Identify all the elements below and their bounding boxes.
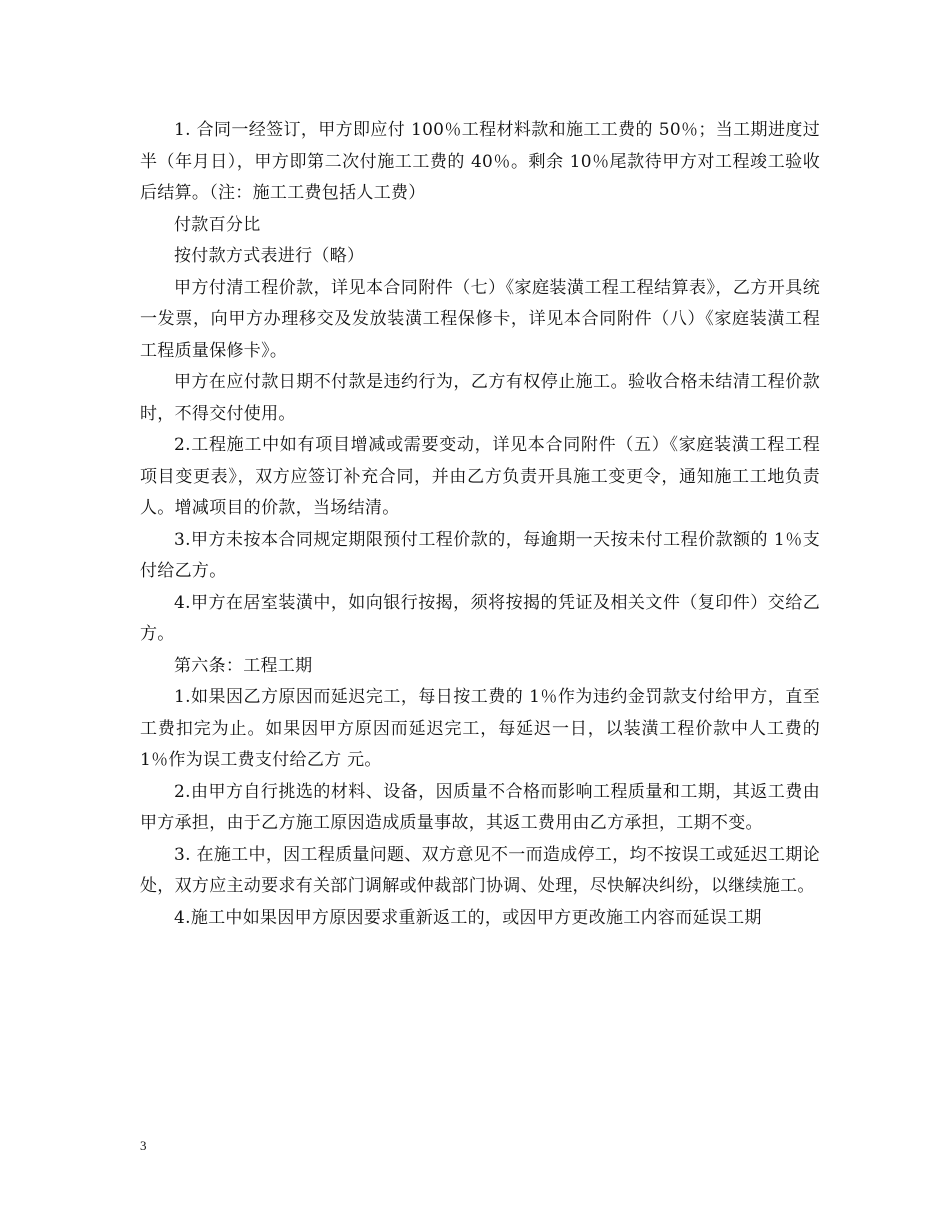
- paragraph-delay-penalty: 1.如果因乙方原因而延迟完工，每日按工费的 1％作为违约金罚款支付给甲方，直至工费扣完为止。如果因甲方原因而延迟完工，每延迟一日，以装潢工程价款中人工费的 1％作为误工费支付给乙方 元。: [140, 687, 820, 770]
- paragraph-payment-schedule: 1. 合同一经签订，甲方即应付 100％工程材料款和施工工费的 50％；当工期进度过半（年月日），甲方即第二次付施工工费的 40％。剩余 10％尾款待甲方对工程竣工验收后结算。（注：施工工费包括人工费）: [140, 120, 820, 203]
- page-number: 3: [140, 1138, 147, 1153]
- paragraph-default-payment: 甲方在应付款日期不付款是违约行为，乙方有权停止施工。验收合格未结清工程价款时，不得交付使用。: [140, 372, 820, 424]
- paragraph-payment-percentage: 付款百分比: [174, 214, 261, 235]
- paragraph-rework: 4.施工中如果因甲方原因要求重新返工的，或因甲方更改施工内容而延误工期: [174, 907, 762, 928]
- paragraph-project-changes: 2.工程施工中如有项目增减或需要变动，详见本合同附件（五）《家庭装潢工程工程项目变更表》，双方应签订补充合同，并由乙方负责开具施工变更令，通知施工工地负责人。增减项目的价款，当场结清。: [140, 435, 820, 518]
- paragraph-payment-method: 按付款方式表进行（略）: [174, 246, 365, 266]
- article-six-heading: 第六条：工程工期: [174, 655, 313, 676]
- paragraph-mortgage: 4.甲方在居室装潢中，如向银行按揭，须将按揭的凭证及相关文件（复印件）交给乙方。: [140, 592, 820, 644]
- paragraph-work-stoppage: 3. 在施工中，因工程质量问题、双方意见不一而造成停工，均不按误工或延迟工期论处，双方应主动要求有关部门调解或仲裁部门协调、处理，尽快解决纠纷，以继续施工。: [140, 844, 820, 896]
- paragraph-late-payment: 3.甲方未按本合同规定期限预付工程价款的，每逾期一天按未付工程价款额的 1％支付给乙方。: [140, 529, 820, 581]
- paragraph-material-quality: 2.由甲方自行挑选的材料、设备，因质量不合格而影响工程质量和工期，其返工费由甲方承担，由于乙方施工原因造成质量事故，其返工费用由乙方承担，工期不变。: [140, 781, 820, 833]
- paragraph-settlement: 甲方付清工程价款，详见本合同附件（七）《家庭装潢工程工程结算表》，乙方开具统一发票，向甲方办理移交及发放装潢工程保修卡，详见本合同附件（八）《家庭装潢工程工程质量保修卡》。: [140, 277, 820, 361]
- document-body: [140, 115, 820, 934]
